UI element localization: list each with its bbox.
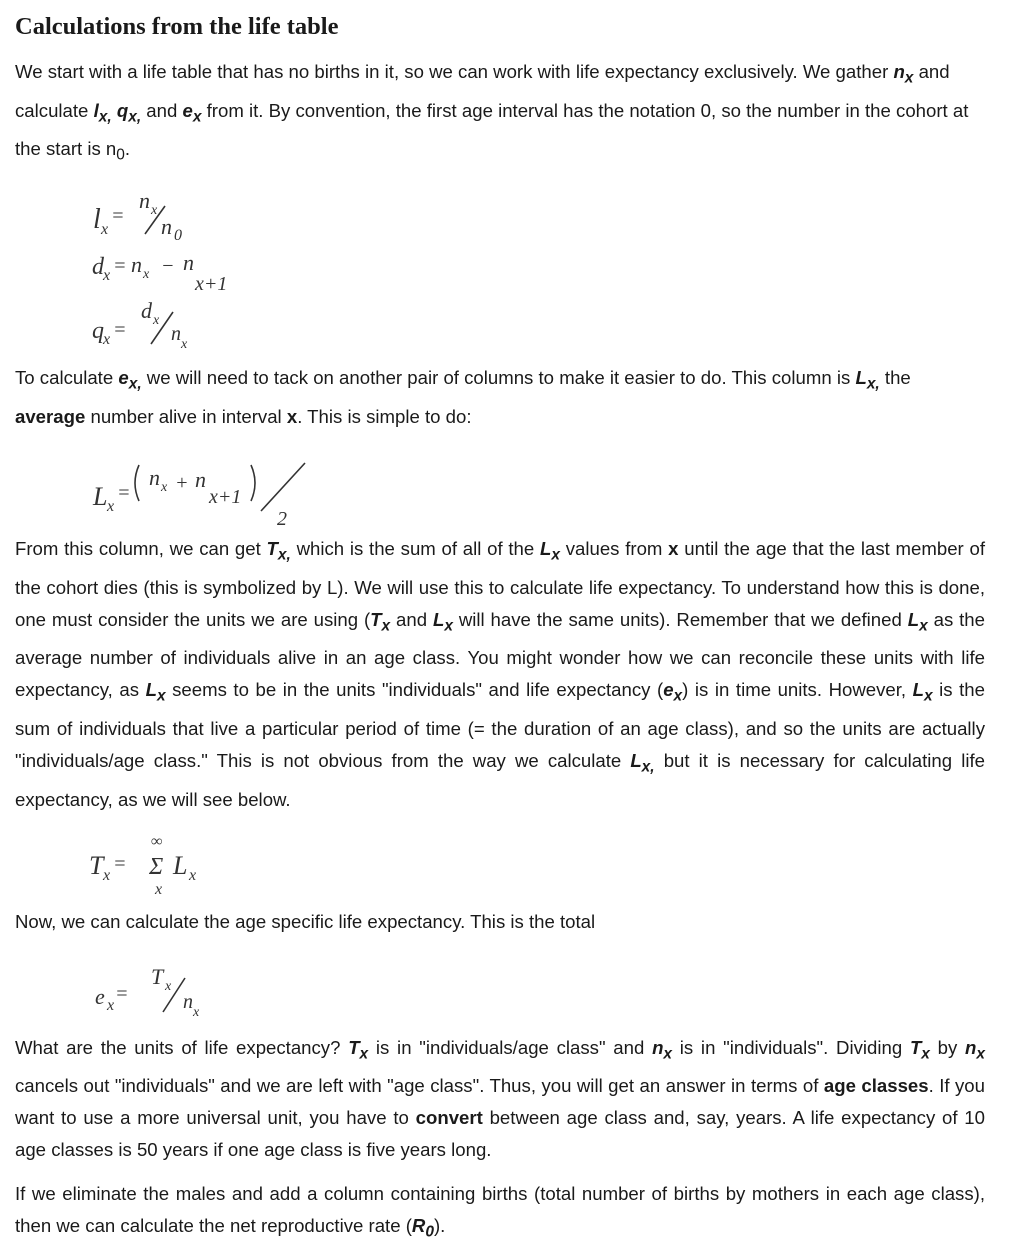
- text-run: which is the sum of all of the: [290, 537, 540, 559]
- svg-text:n: n: [131, 252, 142, 278]
- symbol-Tx: $T_{x,}$: [266, 537, 291, 564]
- text-run: and calculate: [15, 61, 950, 121]
- symbol-nx: $n_x$: [893, 61, 914, 87]
- svg-text:x+1: x+1: [195, 273, 228, 296]
- svg-text:n: n: [161, 214, 172, 240]
- symbol-R0: $R_0$: [411, 1215, 434, 1242]
- intro-paragraph: [15, 56, 985, 172]
- symbol-Lx: $L_x$: [912, 679, 933, 706]
- bold-average: average: [15, 405, 86, 427]
- symbol-Lx: $L_x$: [907, 608, 928, 635]
- svg-text:l: l: [93, 204, 101, 236]
- text-run: between age class and, say, years. A life expectancy of 10 age classes is 50 years if one age class is five years long.: [15, 1107, 985, 1161]
- symbol-x: x: [668, 537, 679, 559]
- text-run: values from: [559, 537, 669, 559]
- svg-text:x: x: [101, 221, 109, 239]
- text-run: is in "individuals". Dividing: [672, 1036, 910, 1058]
- bold-age-classes: age classes: [823, 1075, 929, 1097]
- symbol-Lx: $L_{x,}$: [855, 367, 880, 393]
- symbol-qx: $q_{x,}$: [116, 99, 142, 126]
- svg-text:x+1: x+1: [209, 485, 242, 508]
- text-run: cancels out "individuals" and we are left with "age class". Thus, you will get an answer in terms of: [15, 1075, 824, 1097]
- svg-text:d: d: [92, 254, 104, 281]
- text-run: . If you want to use a more universal unit, you have to: [15, 1075, 985, 1129]
- text-run: from it. By convention, the first age interval has the notation 0, so the number in the cohort at the start is n: [15, 99, 969, 160]
- text-run: What are the units of life expectancy?: [15, 1036, 349, 1058]
- svg-text:=: =: [111, 205, 125, 228]
- symbol-ex: $e_{x,}$: [118, 367, 142, 393]
- text-run: If we eliminate the males and add a column containing births (total number of births by mothers in each age class), then we can calculate the net reproductive rate (: [15, 1183, 985, 1237]
- age-specific-paragraph: Now, we can calculate the age specific life expectancy. This is the total: [15, 910, 596, 932]
- text-run: seems to be in the units "individuals" and life expectancy (: [165, 679, 664, 701]
- symbol-Tx: $T_x$: [370, 608, 391, 635]
- text-run: and: [141, 99, 183, 121]
- svg-text:=: =: [117, 481, 131, 504]
- svg-text:n: n: [171, 323, 181, 346]
- lx-intro-paragraph: [15, 362, 985, 433]
- svg-text:n: n: [149, 464, 160, 490]
- svg-text:x: x: [181, 337, 188, 353]
- svg-text:=: =: [113, 255, 127, 278]
- svg-text:0: 0: [174, 227, 182, 245]
- formula-svg-Lx: [15, 433, 335, 533]
- text-run: We start with a life table that has no births in it, so we can work with life expectancy exclusively. We gather: [15, 61, 894, 82]
- svg-text:x: x: [151, 203, 158, 219]
- text-run: by: [929, 1036, 966, 1058]
- symbol-Lx: $L_{x,}$: [630, 750, 655, 776]
- svg-text:x: x: [161, 479, 168, 495]
- svg-text:−: −: [161, 255, 175, 278]
- tx-explanation-paragraph: [15, 533, 985, 816]
- symbol-Lx: $L_x$: [145, 679, 166, 706]
- text-run: we will need to tack on another pair of columns to make it easier to do. This column is: [141, 367, 856, 389]
- symbol-ex: $e_x$: [182, 99, 202, 126]
- svg-text:x: x: [107, 996, 115, 1014]
- formula-block-lx-dx-qx: [15, 172, 985, 362]
- bold-convert: convert: [415, 1107, 483, 1129]
- units-paragraph: [15, 1032, 985, 1167]
- svg-text:L: L: [173, 850, 188, 880]
- svg-text:q: q: [92, 318, 104, 345]
- svg-text:=: =: [113, 319, 127, 342]
- svg-text:+: +: [175, 471, 189, 494]
- document-page: [15, 10, 985, 1249]
- symbol-Lx: $L_x$: [540, 537, 560, 564]
- text-run: is the sum of individuals that live a particular period of time (= the duration of an age class), and so the units are actually "individuals/age class." This is not obvious from the way we calculate: [15, 679, 985, 772]
- symbol-nx: $n_x$: [965, 1036, 986, 1063]
- svg-text:=: =: [115, 982, 129, 1005]
- text-run: . This is simple to do:: [297, 405, 472, 427]
- svg-text:=: =: [113, 852, 127, 875]
- svg-text:n: n: [183, 250, 194, 276]
- formula-qx: [92, 298, 188, 352]
- svg-text:Σ: Σ: [149, 853, 164, 880]
- formula-block-Lx: [15, 433, 985, 533]
- reproductive-rate-paragraph: [15, 1178, 985, 1249]
- svg-text:n: n: [139, 188, 150, 214]
- text-run: To calculate: [15, 367, 119, 389]
- svg-text:x: x: [107, 497, 115, 515]
- svg-text:x: x: [189, 866, 197, 884]
- text-run: and: [390, 608, 433, 630]
- formula-block-Tx: [15, 816, 985, 906]
- text-run: will have the same units). Remember that we defined: [452, 608, 908, 630]
- symbol-nx: $n_x$: [652, 1036, 673, 1063]
- svg-text:e: e: [95, 983, 105, 1009]
- svg-text:n: n: [195, 466, 206, 492]
- formula-svg-Tx: [15, 816, 275, 906]
- svg-text:x: x: [155, 880, 163, 898]
- svg-text:2: 2: [277, 507, 287, 530]
- section-heading: Calculations from the life table: [15, 13, 339, 40]
- text-run: number alive in interval: [85, 405, 287, 427]
- svg-text:x: x: [153, 313, 160, 329]
- text-run: until the age that the last member of the cohort dies (this is symbolized by L). We will use this to calculate life expectancy. To understand how this is done, one must consider the units we are using (: [15, 537, 985, 630]
- text-run: ) is in time units. However,: [682, 679, 913, 701]
- symbol-Tx: $T_x$: [348, 1036, 369, 1063]
- symbol-ex: $e_x$: [663, 679, 683, 706]
- formula-lx: [93, 188, 182, 244]
- svg-text:T: T: [89, 850, 104, 880]
- svg-text:T: T: [151, 963, 164, 989]
- text-run: ).: [433, 1215, 446, 1237]
- symbol-Lx: $L_x$: [432, 608, 453, 635]
- text-run: the: [879, 367, 911, 389]
- formula-block-ex: [15, 938, 985, 1032]
- symbol-Tx: $T_x$: [909, 1036, 930, 1063]
- svg-text:d: d: [141, 298, 152, 324]
- svg-text:x: x: [103, 267, 111, 285]
- text-run: From this column, we can get: [15, 537, 267, 559]
- symbol-x: x: [286, 405, 298, 427]
- subscript-zero: 0: [116, 147, 125, 165]
- svg-text:∞: ∞: [151, 832, 163, 850]
- formula-svg-ex: [15, 938, 275, 1032]
- svg-text:n: n: [183, 990, 193, 1013]
- svg-text:x: x: [103, 866, 111, 884]
- formula-dx: [92, 250, 227, 295]
- text-run: is in "individuals/age class" and: [368, 1036, 653, 1058]
- svg-text:L: L: [93, 481, 108, 511]
- text-run: but it is necessary for calculating life expectancy, as we will see below.: [15, 750, 985, 810]
- symbol-lx: $l_{x,}$: [93, 99, 112, 126]
- svg-text:x: x: [103, 331, 111, 349]
- text-run: as the average number of individuals alive in an age class. You might wonder how we can reconcile these units with life expectancy, as: [15, 608, 985, 701]
- svg-text:x: x: [193, 1004, 200, 1020]
- svg-text:x: x: [165, 978, 172, 994]
- svg-text:x: x: [143, 267, 150, 283]
- formula-svg-1: [15, 172, 315, 362]
- text-run: .: [124, 138, 131, 160]
